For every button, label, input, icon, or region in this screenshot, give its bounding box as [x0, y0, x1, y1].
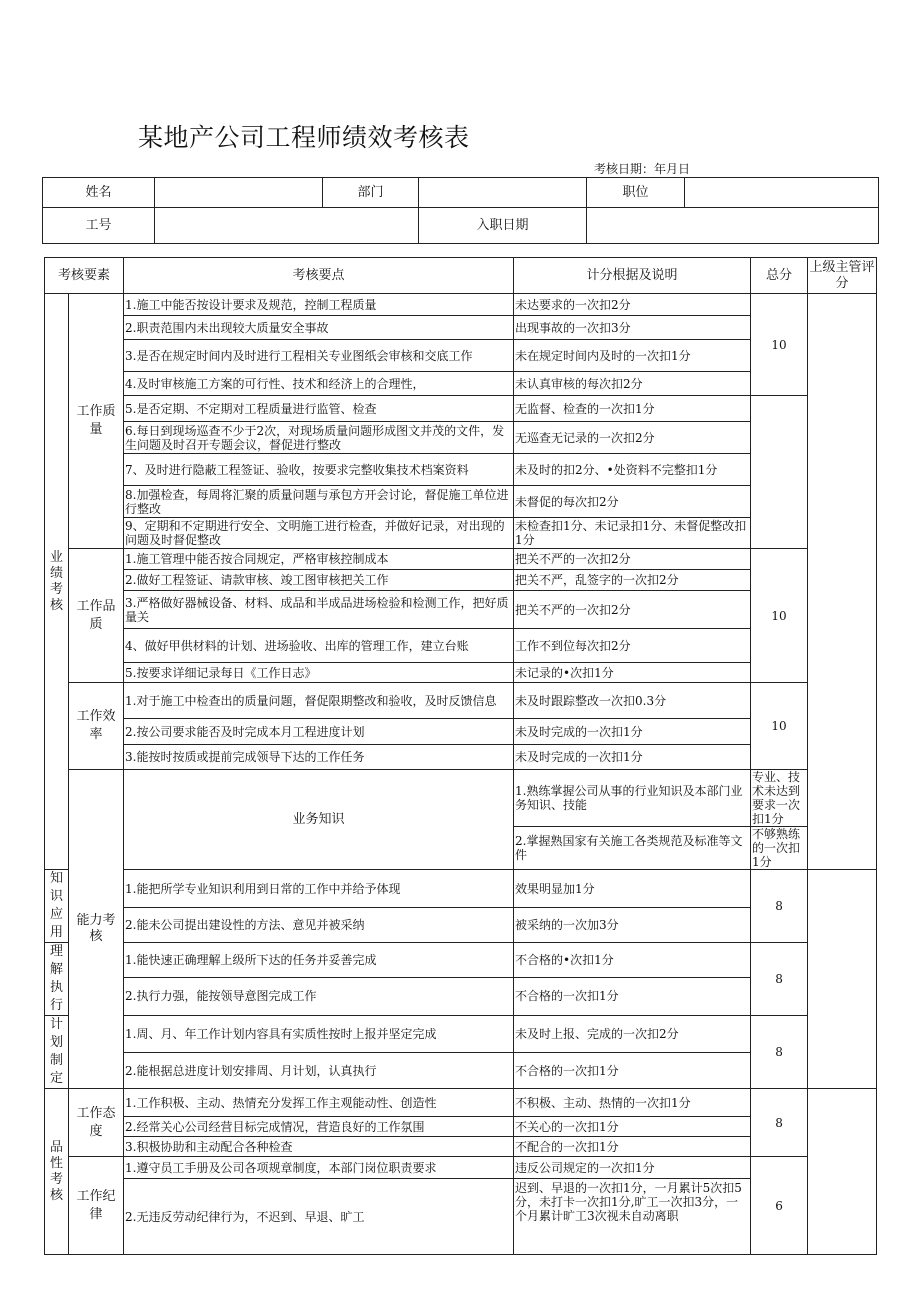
assessment-point: 4、做好甲供材料的计划、进场验收、出库的管理工作，建立台账	[124, 629, 514, 663]
scoring-basis: 不关心的一次扣1分	[514, 1117, 751, 1137]
subcategory-discipline: 工作纪律	[69, 1157, 124, 1255]
assessment-point: 5.是否定期、不定期对工程质量进行监管、检查	[124, 396, 514, 422]
assessment-point: 5.按要求详细记录每日《工作日志》	[124, 663, 514, 683]
assessment-point: 1.能快速正确理解上级所下达的任务并妥善完成	[124, 943, 514, 978]
assessment-point: 9、定期和不定期进行安全、文明施工进行检查，并做好记录，对出现的问题及时督促整改	[124, 518, 514, 549]
scoring-basis: 被采纳的一次加3分	[514, 908, 751, 943]
scoring-basis: 未督促的每次扣2分	[514, 486, 751, 518]
scoring-basis: 把关不严，乱签字的一次扣2分	[514, 570, 751, 591]
category-character: 品性考核	[45, 1089, 69, 1255]
scoring-basis: 无巡查无记录的一次扣2分	[514, 422, 751, 454]
subcategory-work-quality: 工作质量	[69, 294, 124, 549]
scoring-basis: 不合格的•次扣1分	[514, 943, 751, 978]
join-date-field[interactable]	[587, 208, 879, 244]
scoring-basis: 迟到、早退的一次扣1分，一月累计5次扣5分，未打卡一次扣1分,旷工一次扣3分，一个月累计旷工3次视未自动离职	[514, 1179, 751, 1255]
employee-id-field[interactable]	[155, 208, 419, 244]
assessment-point: 7、及时进行隐蔽工程签证、验收，按要求完整收集技术档案资料	[124, 454, 514, 486]
assessment-point: 2.能根据总进度计划安排周、月计划，认真执行	[124, 1053, 514, 1089]
assessment-table	[44, 257, 877, 1255]
subcategory-work-products: 工作品质	[69, 549, 124, 683]
total-score-blank	[751, 396, 808, 549]
assessment-point: 1.能把所学专业知识利用到日常的工作中并给予体现	[124, 870, 514, 908]
scoring-basis: 效果明显加1分	[514, 870, 751, 908]
scoring-basis: 未检查扣1分、未记录扣1分、未督促整改扣1分	[514, 518, 751, 549]
assessment-point: 2.做好工程签证、请款审核、竣工图审核把关工作	[124, 570, 514, 591]
scoring-basis: 未及时的扣2分、•处资料不完整扣1分	[514, 454, 751, 486]
assessment-point: 2.执行力强，能按领导意图完成工作	[124, 977, 514, 1015]
position-label: 职位	[587, 178, 685, 208]
assessment-point: 1.熟练掌握公司从事的行业知识及本部门业务知识、技能	[514, 770, 751, 827]
scoring-basis: 未及时完成的一次扣1分	[514, 719, 751, 745]
supervisor-score-performance[interactable]	[808, 294, 877, 870]
page-title: 某地产公司工程师绩效考核表	[138, 123, 470, 152]
scoring-basis: 未及时完成的一次扣1分	[514, 745, 751, 770]
scoring-basis: 工作不到位每次扣2分	[514, 629, 751, 663]
scoring-basis: 未及时上报、完成的一次扣2分	[514, 1016, 751, 1053]
assessment-point: 2.掌握熟国家有关施工各类规范及标准等文件	[514, 827, 751, 870]
employee-info-table	[42, 177, 879, 244]
total-score-attitude: 8	[751, 1089, 808, 1157]
join-date-label: 入职日期	[419, 208, 587, 244]
total-score-work-quality: 10	[751, 294, 808, 396]
scoring-basis: 未及时跟踪整改一次扣0.3分	[514, 683, 751, 719]
scoring-basis: 把关不严的一次扣2分	[514, 549, 751, 570]
header-supervisor-score: 上级主管评分	[808, 258, 877, 294]
assessment-point: 3.是否在规定时间内及时进行工程相关专业图纸会审核和交底工作	[124, 340, 514, 372]
assessment-point: 1.施工管理中能否按合同规定，严格审核控制成本	[124, 549, 514, 570]
scoring-basis: 违反公司规定的一次扣1分	[514, 1157, 751, 1179]
name-label: 姓名	[43, 178, 155, 208]
assessment-date: 考核日期：年月日	[594, 162, 691, 176]
assessment-point: 2.按公司要求能否及时完成本月工程进度计划	[124, 719, 514, 745]
assessment-point: 8.加强检查，每周将汇聚的质量问题与承包方开会讨论，督促施工单位进行整改	[124, 486, 514, 518]
scoring-basis: 不配合的一次扣1分	[514, 1137, 751, 1157]
scoring-basis: 无监督、检查的一次扣1分	[514, 396, 751, 422]
assessment-point: 1.对于施工中检查出的质量问题，督促限期整改和验收，及时反馈信息	[124, 683, 514, 719]
subcategory-attitude: 工作态度	[69, 1089, 124, 1157]
header-factor: 考核要素	[45, 258, 124, 294]
subcategory-business-knowledge: 业务知识	[124, 770, 514, 870]
scoring-basis: 不够熟练的一次扣1分	[751, 827, 808, 870]
department-field[interactable]	[419, 178, 587, 208]
header-points: 考核要点	[124, 258, 514, 294]
assessment-point: 3.能按时按质或提前完成领导下达的工作任务	[124, 745, 514, 770]
assessment-point: 2.经常关心公司经营目标完成情况，营造良好的工作氛围	[124, 1117, 514, 1137]
total-score-planning: 8	[751, 1016, 808, 1089]
employee-id-label: 工号	[43, 208, 155, 244]
category-ability: 能力考核	[69, 770, 124, 1089]
scoring-basis: 未认真审核的每次扣2分	[514, 372, 751, 396]
assessment-point: 2.职责范围内未出现较大质量安全事故	[124, 316, 514, 340]
total-score-work-efficiency: 10	[751, 683, 808, 770]
scoring-basis: 不合格的一次扣1分	[514, 1053, 751, 1089]
assessment-point: 1.工作积极、主动、热情充分发挥工作主观能动性、创造性	[124, 1089, 514, 1117]
position-field[interactable]	[685, 178, 879, 208]
assessment-point: 1.施工中能否按设计要求及规范，控制工程质量	[124, 294, 514, 316]
assessment-point: 4.及时审核施工方案的可行性、技术和经济上的合理性，	[124, 372, 514, 396]
scoring-basis: 未达要求的一次扣2分	[514, 294, 751, 316]
scoring-basis: 出现事故的一次扣3分	[514, 316, 751, 340]
assessment-point: 3.积极协助和主动配合各种检查	[124, 1137, 514, 1157]
category-performance: 业绩考核	[45, 294, 69, 870]
total-score-work-products: 10	[751, 549, 808, 683]
assessment-point: 3.严格做好器械设备、材料、成品和半成品进场检验和检测工作，把好质量关	[124, 591, 514, 629]
assessment-point: 6.每日到现场巡查不少于2次，对现场质量问题形成图文并茂的文件，发生问题及时召开专题会议，督促进行整改	[124, 422, 514, 454]
name-field[interactable]	[155, 178, 323, 208]
total-score-understanding: 8	[751, 943, 808, 1016]
department-label: 部门	[323, 178, 419, 208]
total-score-discipline: 6	[751, 1157, 808, 1255]
scoring-basis: 未记录的•次扣1分	[514, 663, 751, 683]
header-basis: 计分根据及说明	[514, 258, 751, 294]
assessment-point: 2.无违反劳动纪律行为，不迟到、早退、旷工	[124, 1179, 514, 1255]
subcategory-understanding: 理解执行	[45, 943, 69, 1016]
subcategory-knowledge-application: 知识应用	[45, 870, 69, 943]
scoring-basis: 未在规定时间内及时的一次扣1分	[514, 340, 751, 372]
assessment-point: 2.能未公司提出建设性的方法、意见并被采纳	[124, 908, 514, 943]
supervisor-score-character[interactable]	[808, 1089, 877, 1255]
total-score-knowledge-application: 8	[751, 870, 808, 943]
assessment-point: 1.周、月、年工作计划内容具有实质性按时上报并坚定完成	[124, 1016, 514, 1053]
subcategory-work-efficiency: 工作效率	[69, 683, 124, 770]
subcategory-planning: 计划制定	[45, 1016, 69, 1089]
assessment-point: 1.遵守员工手册及公司各项规章制度，本部门岗位职责要求	[124, 1157, 514, 1179]
scoring-basis: 不积极、主动、热情的一次扣1分	[514, 1089, 751, 1117]
scoring-basis: 把关不严的一次扣2分	[514, 591, 751, 629]
scoring-basis: 专业、技术未达到要求一次扣1分	[751, 770, 808, 827]
header-total: 总分	[751, 258, 808, 294]
scoring-basis: 不合格的一次扣1分	[514, 977, 751, 1015]
